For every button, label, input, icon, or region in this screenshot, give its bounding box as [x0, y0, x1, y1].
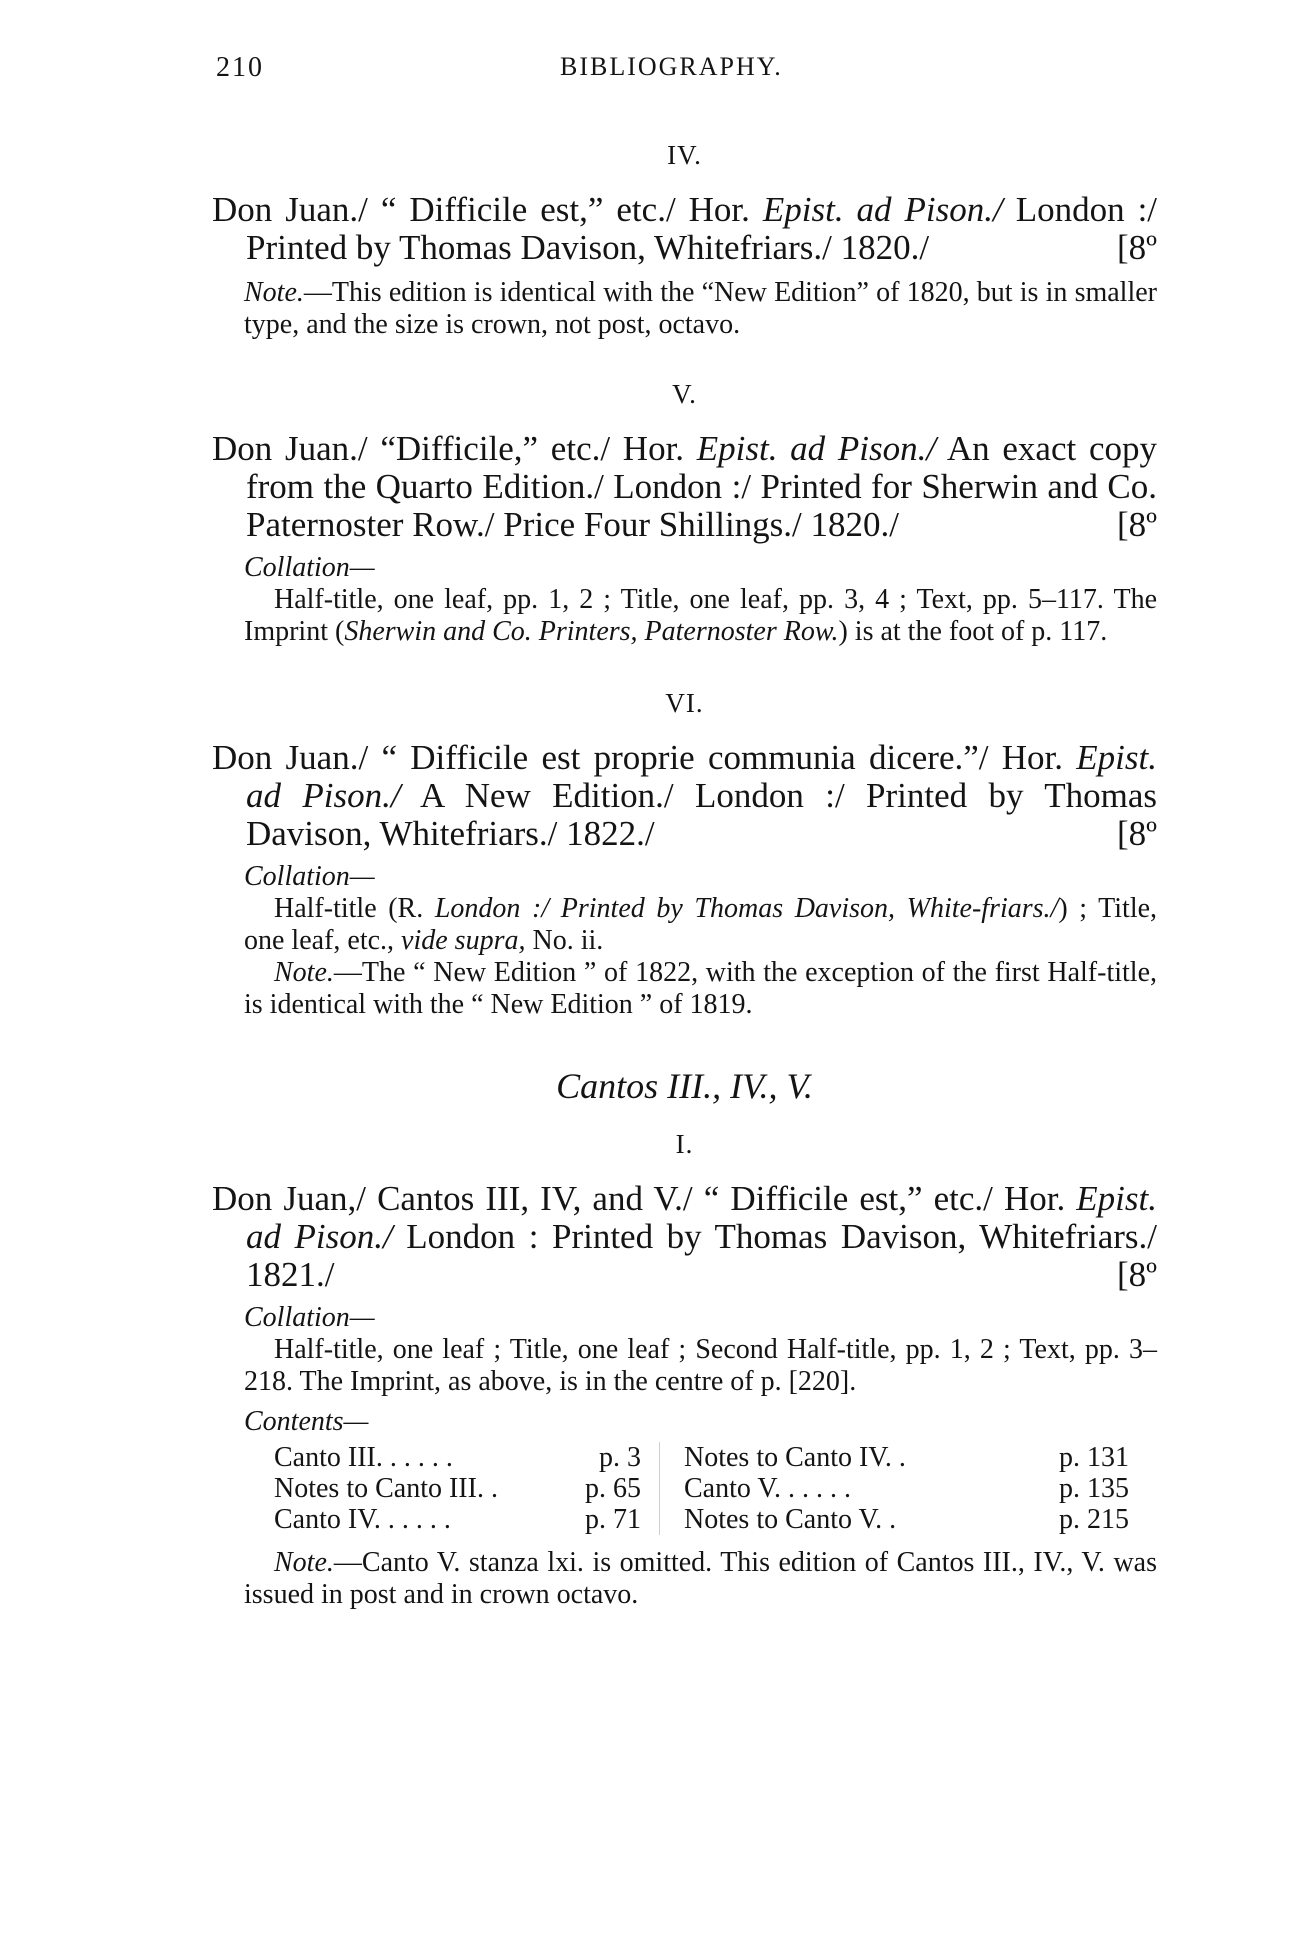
format-mark: [8º	[1116, 814, 1157, 853]
collation-italic: London :/ Printed by Thomas Davison, White-friars./	[434, 893, 1059, 924]
running-title: BIBLIOGRAPHY.	[560, 52, 783, 81]
note-iv	[212, 277, 1157, 341]
contents-item	[274, 1442, 659, 1473]
contents-page: p. 65	[585, 1473, 641, 1504]
entry-rest: London :/ Printed by Thomas Davison, Whitefriars./ 1820./	[246, 190, 1158, 267]
collation-rest-2: No. ii.	[525, 925, 604, 956]
note-label: Note.	[274, 957, 334, 988]
note-label: Note.	[244, 277, 304, 308]
note-text: —The “ New Edition ” of 1822, with the exception of the first Half-title, is identical with the “ New Edition ” of 1819.	[244, 957, 1157, 1020]
collation-rest: ) ; Title, one leaf, etc.,	[244, 893, 1158, 956]
collation-label: Collation—	[244, 552, 375, 583]
collation-italic-2: vide supra,	[401, 925, 526, 956]
page-body	[212, 140, 1157, 1611]
contents-item	[274, 1473, 659, 1504]
collation-label: Collation—	[244, 861, 375, 892]
page-number: 210	[216, 52, 264, 83]
note-cantos	[212, 1547, 1157, 1611]
note-text: —Canto V. stanza lxi. is omitted. This edition of Cantos III., IV., V. was issued in post and in crown octavo.	[244, 1547, 1157, 1610]
contents-page: p. 71	[585, 1504, 641, 1535]
section-title-cantos: Cantos III., IV., V.	[556, 1066, 813, 1106]
section-numeral-i: I.	[675, 1129, 694, 1159]
entry-italic: Epist. ad Pison./	[246, 738, 1157, 815]
contents-page: p. 3	[599, 1442, 641, 1473]
note-text: —This edition is identical with the “New Edition” of 1820, but is in smaller type, and the size is crown, not post, octavo.	[244, 277, 1157, 340]
entry-italic: Epist. ad Pison./	[762, 190, 1003, 229]
entry-rest: London : Printed by Thomas Davison, Whitefriars./ 1821./	[246, 1217, 1157, 1294]
entry-italic: Epist. ad Pison./	[246, 1179, 1157, 1256]
entry-rest: A New Edition./ London :/ Printed by Thomas Davison, Whitefriars./ 1822./	[246, 776, 1157, 853]
collation-vi	[212, 893, 1157, 957]
contents-item	[659, 1442, 1129, 1473]
collation-text: Half-title, one leaf, pp. 1, 2 ; Title, one leaf, pp. 3, 4 ; Text, pp. 5–117. The Imprint (	[244, 584, 1157, 647]
contents-page: p. 131	[1059, 1442, 1129, 1473]
contents-title: Notes to Canto IV. .	[684, 1442, 906, 1473]
contents-table	[274, 1442, 1157, 1535]
contents-title: Canto V. . . . . .	[684, 1473, 851, 1504]
collation-italic: Sherwin and Co. Printers, Paternoster Row.	[344, 616, 839, 647]
bib-entry-vi	[212, 739, 1157, 853]
note-label: Note.	[274, 1547, 334, 1578]
contents-title: Canto III. . . . . .	[274, 1442, 453, 1473]
page-header	[0, 52, 1306, 92]
entry-italic: Epist. ad Pison./	[696, 429, 937, 468]
entry-rest: An exact copy from the Quarto Edition./ London :/ Printed for Sherwin and Co. Paternoster Row./ Price Four Shillings./ 1820./	[246, 429, 1157, 544]
format-mark: [8º	[1116, 1255, 1157, 1294]
section-numeral-v: V.	[672, 379, 697, 409]
collation-v	[212, 584, 1157, 648]
collation-rest: ) is at the foot of p. 117.	[838, 616, 1108, 647]
entry-text: Don Juan./ “Difficile,” etc./ Hor.	[212, 429, 697, 468]
format-mark: [8º	[1116, 228, 1157, 267]
collation-cantos: Half-title, one leaf ; Title, one leaf ; Second Half-title, pp. 1, 2 ; Text, pp. 3–218. The Imprint, as above, is in the centre of p. [220].	[244, 1334, 1157, 1397]
format-mark: [8º	[1116, 505, 1157, 544]
contents-item	[659, 1473, 1129, 1504]
collation-text: Half-title (R.	[274, 893, 435, 924]
contents-title: Notes to Canto V. .	[684, 1504, 897, 1535]
entry-text: Don Juan./ “ Difficile est proprie communia dicere.”/ Hor.	[212, 738, 1077, 777]
note-vi	[212, 957, 1157, 1021]
bib-entry-iv	[212, 191, 1157, 267]
bib-entry-cantos-i	[212, 1180, 1157, 1294]
contents-title: Notes to Canto III. .	[274, 1473, 498, 1504]
contents-title: Canto IV. . . . . .	[274, 1504, 451, 1535]
collation-label: Collation—	[244, 1302, 375, 1333]
bib-entry-v	[212, 430, 1157, 544]
contents-item	[659, 1504, 1129, 1535]
section-numeral-vi: VI.	[665, 688, 704, 718]
entry-text: Don Juan,/ Cantos III, IV, and V./ “ Difficile est,” etc./ Hor.	[212, 1179, 1077, 1218]
contents-page: p. 215	[1059, 1504, 1129, 1535]
contents-label: Contents—	[244, 1406, 369, 1437]
entry-text: Don Juan./ “ Difficile est,” etc./ Hor.	[212, 190, 763, 229]
contents-item	[274, 1504, 659, 1535]
section-numeral-iv: IV.	[667, 140, 702, 170]
contents-page: p. 135	[1059, 1473, 1129, 1504]
